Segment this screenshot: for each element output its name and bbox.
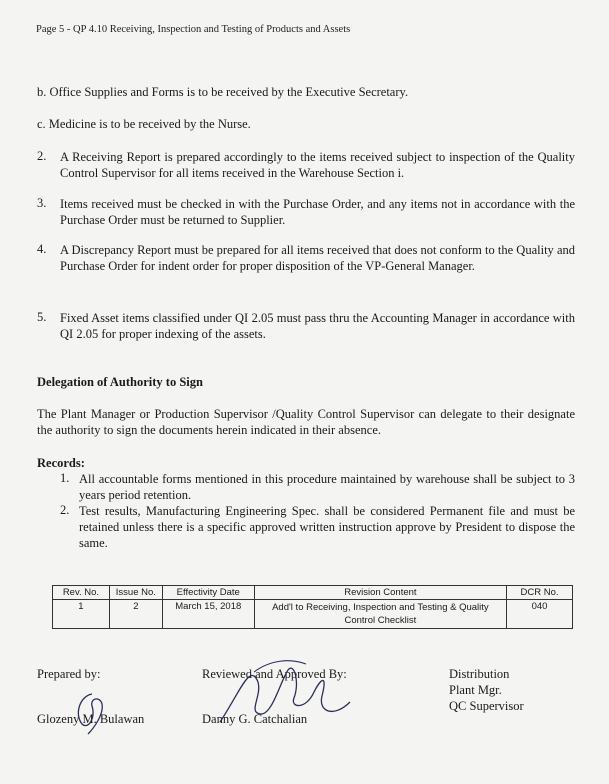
item-4-number: 4. (37, 242, 47, 256)
issue-no-cell: 2 (109, 600, 162, 629)
record-2-text: Test results, Manufacturing Engineering Spec. shall be considered Permanent file and must be retained unless there is a specific approved written instruction approve by President to dispose the same. (79, 504, 575, 550)
issue-no-header: Issue No. (109, 586, 162, 600)
prepared-by-label: Prepared by: (37, 667, 101, 681)
item-3-text: Items received must be checked in with the Purchase Order, and any items not in accordance with the Purchase Order must be returned to Supplier. (60, 197, 575, 227)
revision-content-cell: Add'l to Receiving, Inspection and Testing & Quality Control Checklist (254, 600, 506, 629)
rev-no-header: Rev. No. (53, 586, 110, 600)
item-3-number: 3. (37, 196, 47, 210)
item-4-text: A Discrepancy Report must be prepared for all items received that does not conform to the Quality and Purchase Order for indent order for proper disposition of the VP-General Manager. (60, 243, 575, 273)
prepared-by-name: Glozeny M. Bulawan (37, 712, 145, 726)
prepared-by-signature-icon (70, 688, 110, 738)
reviewed-by-signature-icon (210, 652, 360, 742)
revision-content-header: Revision Content (254, 586, 506, 600)
records-heading: Records: (37, 456, 85, 470)
page-header: Page 5 - QP 4.10 Receiving, Inspection and Testing of Products and Assets (36, 24, 351, 35)
item-5-text: Fixed Asset items classified under QI 2.05 must pass thru the Accounting Manager in accordance with QI 2.05 for proper indexing of the assets. (60, 311, 575, 341)
distribution-item-qc-supervisor: QC Supervisor (449, 699, 524, 713)
delegation-text: The Plant Manager or Production Supervisor /Quality Control Supervisor can delegate to their designate the authority to sign the documents herein indicated in their absence. (37, 407, 575, 437)
effectivity-date-cell: March 15, 2018 (162, 600, 254, 629)
reviewed-by-label: Reviewed and Approved By: (202, 667, 347, 681)
distribution-label: Distribution (449, 667, 510, 681)
revision-table-header-row (53, 586, 573, 600)
effectivity-date-header: Effectivity Date (162, 586, 254, 600)
revision-table (52, 585, 573, 629)
reviewed-by-name: Danny G. Catchalian (202, 712, 308, 726)
distribution-item-plant-mgr: Plant Mgr. (449, 683, 502, 697)
item-5-number: 5. (37, 310, 47, 324)
dcr-no-cell: 040 (507, 600, 573, 629)
rev-no-cell: 1 (53, 600, 110, 629)
item-2-number: 2. (37, 149, 47, 163)
item-c: c. Medicine is to be received by the Nurse. (37, 117, 251, 131)
dcr-no-header: DCR No. (507, 586, 573, 600)
delegation-heading: Delegation of Authority to Sign (37, 375, 203, 389)
table-row (53, 600, 573, 629)
record-2-number: 2. (60, 503, 70, 517)
item-2-text: A Receiving Report is prepared accordingly to the items received subject to inspection of the Quality Control Supervisor for all items received in the Warehouse Section i. (60, 150, 575, 180)
record-1-number: 1. (60, 471, 70, 485)
record-1-text: All accountable forms mentioned in this procedure maintained by warehouse shall be subject to 3 years period retention. (79, 472, 575, 502)
item-b: b. Office Supplies and Forms is to be received by the Executive Secretary. (37, 85, 409, 99)
